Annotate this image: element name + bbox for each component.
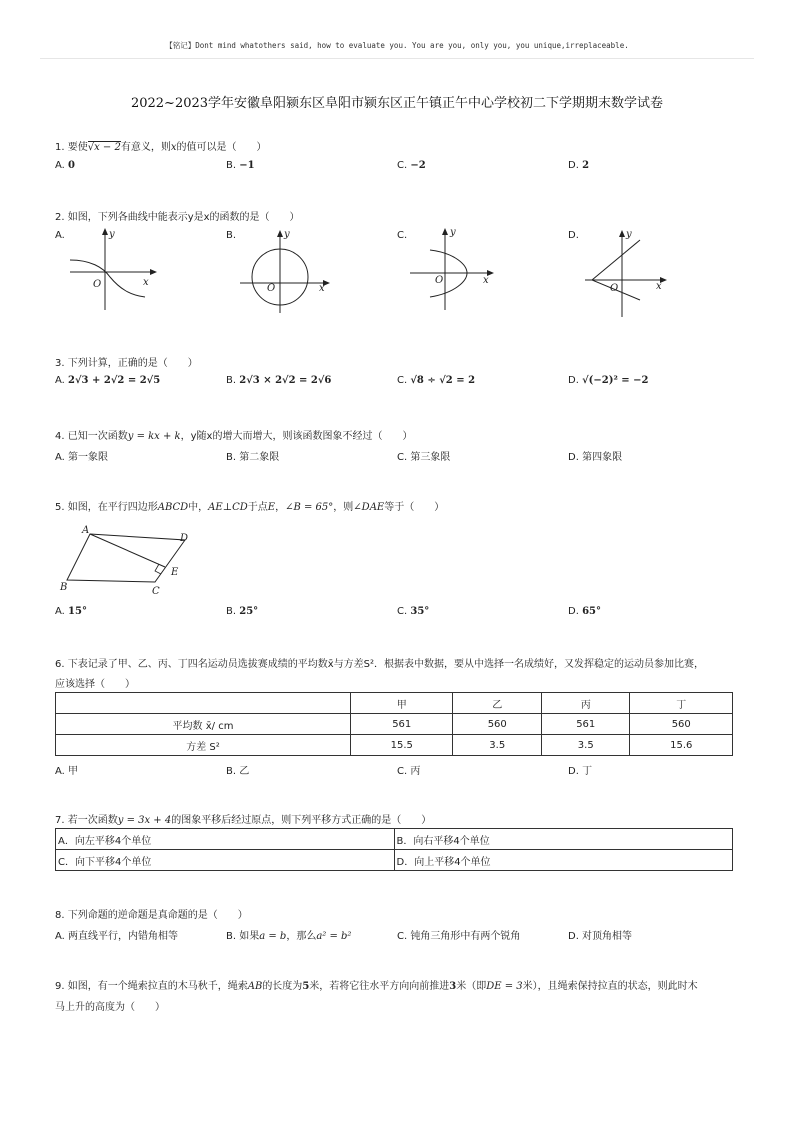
q2-graph-d — [580, 225, 680, 320]
q6-option-c[interactable]: C. 丙 — [397, 766, 421, 777]
question-5-stem: 5. 如图，在平行四边形ABCD中，AE⊥CD于点E，∠B = 65°，则∠DAE等于（ ） — [55, 502, 445, 513]
q2-option-b-label[interactable]: B. — [226, 230, 237, 241]
q1-text-post: 有意义，则 — [120, 142, 171, 153]
question-9-stem-line1: 9. 如图，有一个绳索拉直的木马秋千，绳索AB的长度为5米，若将它往水平方向向前推进3米（即DE = 3米），且绳索保持拉直的状态，则此时木 — [55, 981, 698, 992]
q1-variable: x — [170, 142, 177, 153]
svg-text:y: y — [450, 227, 456, 238]
q1-text-post2: 的值可以是（ ） — [176, 142, 267, 153]
svg-text:B: B — [60, 582, 68, 593]
q2-option-a-label[interactable]: A. — [55, 230, 65, 241]
svg-text:D: D — [180, 533, 189, 544]
question-3-stem: 3. 下列计算，正确的是（ ） — [55, 358, 198, 369]
question-2-stem: 2. 如图，下列各曲线中能表示y是x的函数的是（ ） — [55, 212, 300, 223]
svg-text:O: O — [267, 283, 276, 294]
q1-option-c[interactable]: C. −2 — [397, 160, 426, 171]
q6-data-table — [55, 692, 733, 756]
q7-option-c[interactable]: C．向下平移4个单位 — [56, 850, 395, 871]
page-title: 2022~2023学年安徽阜阳颍东区阜阳市颍东区正午镇正午中心学校初二下学期期末数学试卷 — [130, 96, 664, 111]
q2-option-d-label[interactable]: D. — [568, 230, 579, 241]
q1-option-b[interactable]: B. −1 — [226, 160, 255, 171]
table-cell: 15.5 — [351, 735, 453, 756]
header-divider — [40, 58, 754, 59]
table-header-cell: 丙 — [541, 693, 630, 714]
q1-option-a[interactable]: A. 0 — [55, 160, 75, 171]
svg-text:y: y — [626, 229, 632, 240]
q5-option-a[interactable]: A. 15° — [55, 606, 87, 617]
q8-option-b[interactable]: B. 如果a = b，那么a² = b² — [226, 931, 352, 942]
svg-text:A: A — [82, 525, 90, 536]
svg-text:x: x — [319, 283, 325, 294]
q7-option-a[interactable]: A．向左平移4个单位 — [56, 829, 395, 850]
question-7-stem: 7. 若一次函数y = 3x + 4的图象平移后经过原点，则下列平移方式正确的是（ ） — [55, 815, 432, 826]
table-cell: 方差 S² — [56, 735, 351, 756]
q4-option-a[interactable]: A. 第一象限 — [55, 452, 109, 463]
q4-expression: y = kx + k — [127, 431, 181, 442]
q3-option-a[interactable]: A. 2√3 + 2√2 = 2√5 — [55, 375, 161, 386]
question-9-stem-line2: 马上升的高度为（ ） — [55, 1002, 165, 1013]
table-cell: 平均数 x̄/ cm — [56, 714, 351, 735]
q4-option-d[interactable]: D. 第四象限 — [568, 452, 623, 463]
question-4-stem: 4. 已知一次函数y = kx + k，y随x的增大而增大，则该函数图象不经过（ ） — [55, 431, 413, 442]
table-row — [56, 735, 733, 756]
question-6-stem-line1: 6. 下表记录了甲、乙、丙、丁四名运动员选拔赛成绩的平均数x̄与方差S²．根据表中数据，要从中选择一名成绩好，又发挥稳定的运动员参加比赛， — [55, 659, 704, 670]
q6-option-b[interactable]: B. 乙 — [226, 766, 250, 777]
q2-option-c-label[interactable]: C. — [397, 230, 408, 241]
svg-text:y: y — [109, 229, 115, 240]
q8-option-d[interactable]: D. 对顶角相等 — [568, 931, 633, 942]
table-row — [56, 714, 733, 735]
svg-text:x: x — [143, 277, 149, 288]
question-1-stem — [55, 138, 267, 153]
table-header-cell: 丁 — [630, 693, 733, 714]
svg-text:x: x — [656, 281, 662, 292]
q5-option-b[interactable]: B. 25° — [226, 606, 259, 617]
q1-text-pre: 1. 要使 — [55, 142, 88, 153]
table-cell: 561 — [351, 714, 453, 735]
question-8-stem: 8. 下列命题的逆命题是真命题的是（ ） — [55, 910, 248, 921]
q7-expression: y = 3x + 4 — [117, 815, 172, 826]
q1-expression: √x − 2 — [87, 142, 121, 153]
table-cell: 560 — [453, 714, 542, 735]
q5-option-d[interactable]: D. 65° — [568, 606, 601, 617]
table-cell: 561 — [541, 714, 630, 735]
q4-option-c[interactable]: C. 第三象限 — [397, 452, 451, 463]
q7-options-table — [55, 828, 733, 871]
svg-text:O: O — [93, 279, 102, 290]
q2-graph-a — [65, 225, 165, 315]
svg-text:E: E — [171, 567, 179, 578]
svg-text:y: y — [284, 229, 290, 240]
q7-option-b[interactable]: B．向右平移4个单位 — [394, 829, 733, 850]
q2-graph-b — [235, 225, 335, 315]
q6-option-a[interactable]: A. 甲 — [55, 766, 79, 777]
svg-text:O: O — [435, 275, 444, 286]
q5-parallelogram-figure — [55, 522, 205, 602]
q6-option-d[interactable]: D. 丁 — [568, 766, 593, 777]
table-cell: 3.5 — [541, 735, 630, 756]
q5-option-c[interactable]: C. 35° — [397, 606, 430, 617]
q4-option-b[interactable]: B. 第二象限 — [226, 452, 280, 463]
q8-option-c[interactable]: C. 钝角三角形中有两个锐角 — [397, 931, 521, 942]
table-header-cell: 乙 — [453, 693, 542, 714]
q2-graph-c — [405, 225, 505, 315]
table-header-cell — [56, 693, 351, 714]
table-cell: 15.6 — [630, 735, 733, 756]
svg-text:O: O — [610, 283, 619, 294]
q3-option-b[interactable]: B. 2√3 × 2√2 = 2√6 — [226, 375, 332, 386]
table-header-row — [56, 693, 733, 714]
q8-option-a[interactable]: A. 两直线平行，内错角相等 — [55, 931, 179, 942]
table-cell: 560 — [630, 714, 733, 735]
question-6-stem-line2: 应该选择（ ） — [55, 679, 135, 690]
table-cell: 3.5 — [453, 735, 542, 756]
svg-text:C: C — [152, 586, 160, 597]
q3-option-c[interactable]: C. √8 ÷ √2 = 2 — [397, 375, 476, 386]
q7-option-d[interactable]: D．向上平移4个单位 — [394, 850, 733, 871]
svg-text:x: x — [483, 275, 489, 286]
table-header-cell: 甲 — [351, 693, 453, 714]
header-motto: 【铭记】Dont mind whatothers said, how to evaluate you. You are you, only you, you unique,irreplaceable. — [165, 41, 629, 50]
q1-option-d[interactable]: D. 2 — [568, 160, 590, 171]
q3-option-d[interactable]: D. √(−2)² = −2 — [568, 375, 649, 386]
